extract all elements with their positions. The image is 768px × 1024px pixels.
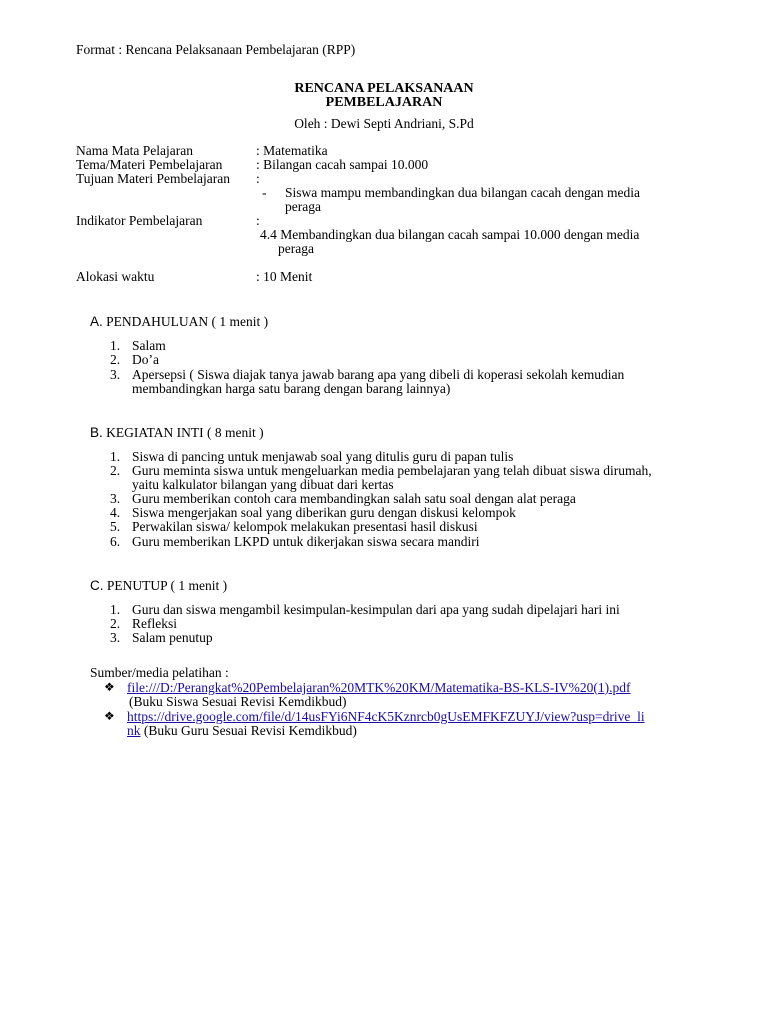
list-text: Refleksi: [132, 616, 177, 631]
info-label: Tema/Materi Pembelajaran: [76, 157, 223, 172]
format-line: Format : Rencana Pelaksanaan Pembelajaran (RPP): [76, 42, 356, 57]
section-title: PENDAHULUAN ( 1 menit ): [106, 314, 269, 329]
list-text: Guru memberikan contoh cara membandingkan salah satu soal dengan alat peraga: [132, 491, 576, 506]
list-text: Apersepsi ( Siswa diajak tanya jawab barang apa yang dibeli di koperasi sekolah kemudian: [132, 367, 625, 382]
source-link-buku-guru-tail[interactable]: nk: [127, 723, 141, 738]
info-label: Indikator Pembelajaran: [76, 213, 203, 228]
list-number: 2.: [110, 463, 121, 478]
info-value: : Bilangan cacah sampai 10.000: [256, 157, 429, 172]
list-text: Do’a: [132, 352, 159, 367]
section-b-heading: [90, 425, 264, 440]
list-text: Siswa di pancing untuk menjawab soal yang ditulis guru di papan tulis: [132, 449, 514, 464]
doc-author: Oleh : Dewi Septi Andriani, S.Pd: [294, 116, 474, 131]
list-text-continued: membandingkan harga satu barang dengan barang lainnya): [132, 381, 451, 396]
diamond-bullet-icon: ❖: [104, 709, 115, 723]
list-number: 2.: [110, 352, 121, 367]
source-link-buku-guru-cont: [127, 723, 357, 738]
info-label: Nama Mata Pelajaran: [76, 143, 193, 158]
list-text: Guru memberikan LKPD untuk dikerjakan siswa secara mandiri: [132, 534, 480, 549]
list-number: 1.: [110, 449, 121, 464]
list-number: 1.: [110, 338, 121, 353]
section-c-heading: [90, 578, 227, 593]
diamond-bullet-icon: ❖: [104, 680, 115, 694]
source-link-buku-guru[interactable]: https://drive.google.com/file/d/14usFYi6NF4cK5Kznrcb0gUsEMFKFZUYJ/view?usp=drive_li: [127, 709, 645, 724]
sources-label: Sumber/media pelatihan :: [90, 665, 229, 680]
list-text: Siswa mengerjakan soal yang diberikan guru dengan diskusi kelompok: [132, 505, 516, 520]
list-number: 5.: [110, 519, 121, 534]
section-a-heading: [90, 314, 268, 329]
info-value: : Matematika: [256, 143, 328, 158]
section-title: PENUTUP ( 1 menit ): [106, 578, 228, 593]
indikator-text-line1: 4.4 Membandingkan dua bilangan cacah sampai 10.000 dengan media: [260, 227, 640, 242]
doc-title-line1: RENCANA PELAKSANAAN: [294, 81, 474, 96]
info-colon: :: [256, 171, 260, 186]
source-link-buku-siswa[interactable]: file:///D:/Perangkat%20Pembelajaran%20MTK%20KM/Matematika-BS-KLS-IV%20(1).pdf: [127, 680, 631, 695]
source-note-buku-siswa: (Buku Siswa Sesuai Revisi Kemdikbud): [129, 694, 347, 709]
list-number: 1.: [110, 602, 121, 617]
info-label: Tujuan Materi Pembelajaran: [76, 171, 230, 186]
list-text-continued: yaitu kalkulator bilangan yang dibuat dari kertas: [132, 477, 394, 492]
section-letter: C.: [90, 578, 104, 593]
list-number: 4.: [110, 505, 121, 520]
list-text: Guru dan siswa mengambil kesimpulan-kesimpulan dari apa yang sudah dipelajari hari ini: [132, 602, 620, 617]
section-title: KEGIATAN INTI ( 8 menit ): [106, 425, 264, 440]
list-text: Guru meminta siswa untuk mengeluarkan media pembelajaran yang telah dibuat siswa dirumah,: [132, 463, 652, 478]
info-value: : 10 Menit: [256, 269, 313, 284]
tujuan-text-line2: peraga: [285, 199, 321, 214]
list-number: 3.: [110, 630, 121, 645]
info-label: Alokasi waktu: [76, 269, 155, 284]
list-text: Salam: [132, 338, 166, 353]
list-text: Salam penutup: [132, 630, 213, 645]
indikator-text-line2: peraga: [278, 241, 314, 256]
tujuan-text-line1: Siswa mampu membandingkan dua bilangan cacah dengan media: [285, 185, 641, 200]
list-number: 3.: [110, 491, 121, 506]
section-letter: A.: [90, 314, 103, 329]
list-number: 6.: [110, 534, 121, 549]
list-number: 2.: [110, 616, 121, 631]
tujuan-dash: -: [262, 185, 267, 200]
source-note-buku-guru: (Buku Guru Sesuai Revisi Kemdikbud): [140, 723, 357, 738]
list-number: 3.: [110, 367, 121, 382]
doc-title-line2: PEMBELAJARAN: [325, 95, 443, 110]
info-colon: :: [256, 213, 260, 228]
section-letter: B.: [90, 425, 103, 440]
list-text: Perwakilan siswa/ kelompok melakukan presentasi hasil diskusi: [132, 519, 478, 534]
